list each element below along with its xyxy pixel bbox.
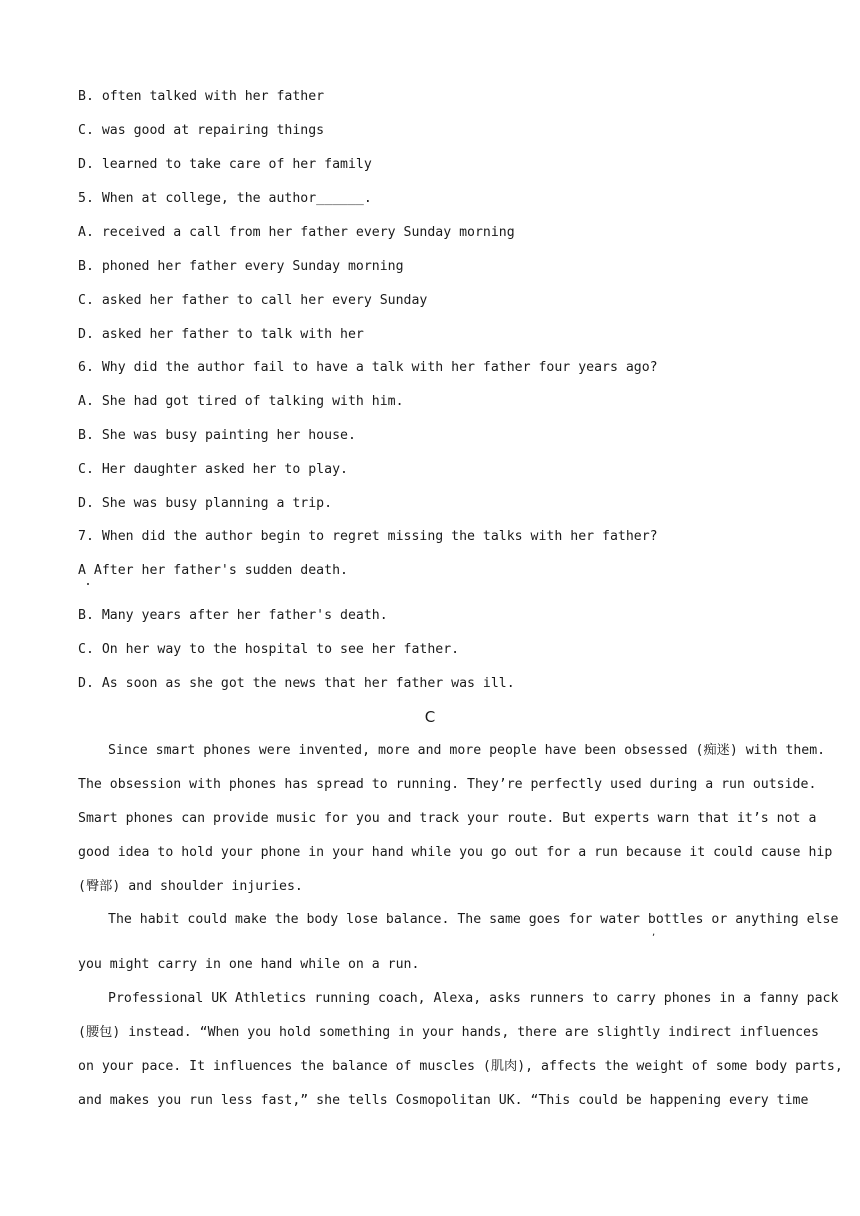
paragraph-1-line: The obsession with phones has spread to running. They’re perfectly used during a run outside. <box>78 777 817 792</box>
paragraph-3-line: (腰包) instead. “When you hold something in your hands, there are slightly indirect influences <box>78 1025 819 1040</box>
q7-option-c: C. On her way to the hospital to see her father. <box>78 642 460 657</box>
paragraph-1 <box>78 742 833 912</box>
section-heading: C <box>424 708 436 726</box>
paragraph-2-line: The habit could make the body lose balance. The same goes for water bottles or anything else <box>108 912 839 927</box>
q4-option-d: D. learned to take care of her family <box>78 157 372 172</box>
q5-option-c: C. asked her father to call her every Sunday <box>78 293 428 308</box>
q6-option-b: B. She was busy painting her house. <box>78 428 356 443</box>
q5-option-a: A. received a call from her father every Sunday morning <box>78 225 515 240</box>
q7-option-b: B. Many years after her father's death. <box>78 608 388 623</box>
q6-option-a: A. She had got tired of talking with him. <box>78 394 404 409</box>
q6-question: 6. Why did the author fail to have a talk with her father four years ago? <box>78 360 658 375</box>
q5-option-b: B. phoned her father every Sunday morning <box>78 259 404 274</box>
paragraph-2-line: you might carry in one hand while on a run. <box>78 957 420 972</box>
q5-question: 5. When at college, the author______. <box>78 191 372 206</box>
paragraph-3-line: on your pace. It influences the balance of muscles (肌肉), affects the weight of some body parts, <box>78 1059 843 1074</box>
stray-dot-mark <box>87 583 89 585</box>
paragraph-1-line: Since smart phones were invented, more and more people have been obsessed (痴迷) with them. <box>108 743 826 758</box>
stray-comma-mark: , <box>652 927 656 938</box>
q6-option-d: D. She was busy planning a trip. <box>78 496 333 511</box>
paragraph-1-line: Smart phones can provide music for you and track your route. But experts warn that it’s not a <box>78 811 817 826</box>
paragraph-1-line: (臀部) and shoulder injuries. <box>78 879 303 894</box>
q4-option-b: B. often talked with her father <box>78 89 325 104</box>
paragraph-3-line: Professional UK Athletics running coach, Alexa, asks runners to carry phones in a fanny pack <box>108 991 839 1006</box>
paragraph-2 <box>78 911 839 945</box>
q7-option-a: A After her father's sudden death. <box>78 563 348 578</box>
q7-question: 7. When did the author begin to regret missing the talks with her father? <box>78 529 658 544</box>
q5-option-d: D. asked her father to talk with her <box>78 327 364 342</box>
paragraph-1-line: good idea to hold your phone in your hand while you go out for a run because it could cause hip <box>78 845 833 860</box>
paragraph-2-cont <box>78 956 783 990</box>
q4-option-c: C. was good at repairing things <box>78 123 325 138</box>
q7-option-d: D. As soon as she got the news that her father was ill. <box>78 676 515 691</box>
q6-option-c: C. Her daughter asked her to play. <box>78 462 348 477</box>
paragraph-3 <box>78 990 843 1126</box>
paragraph-3-line: and makes you run less fast,” she tells Cosmopolitan UK. “This could be happening every time <box>78 1093 809 1108</box>
